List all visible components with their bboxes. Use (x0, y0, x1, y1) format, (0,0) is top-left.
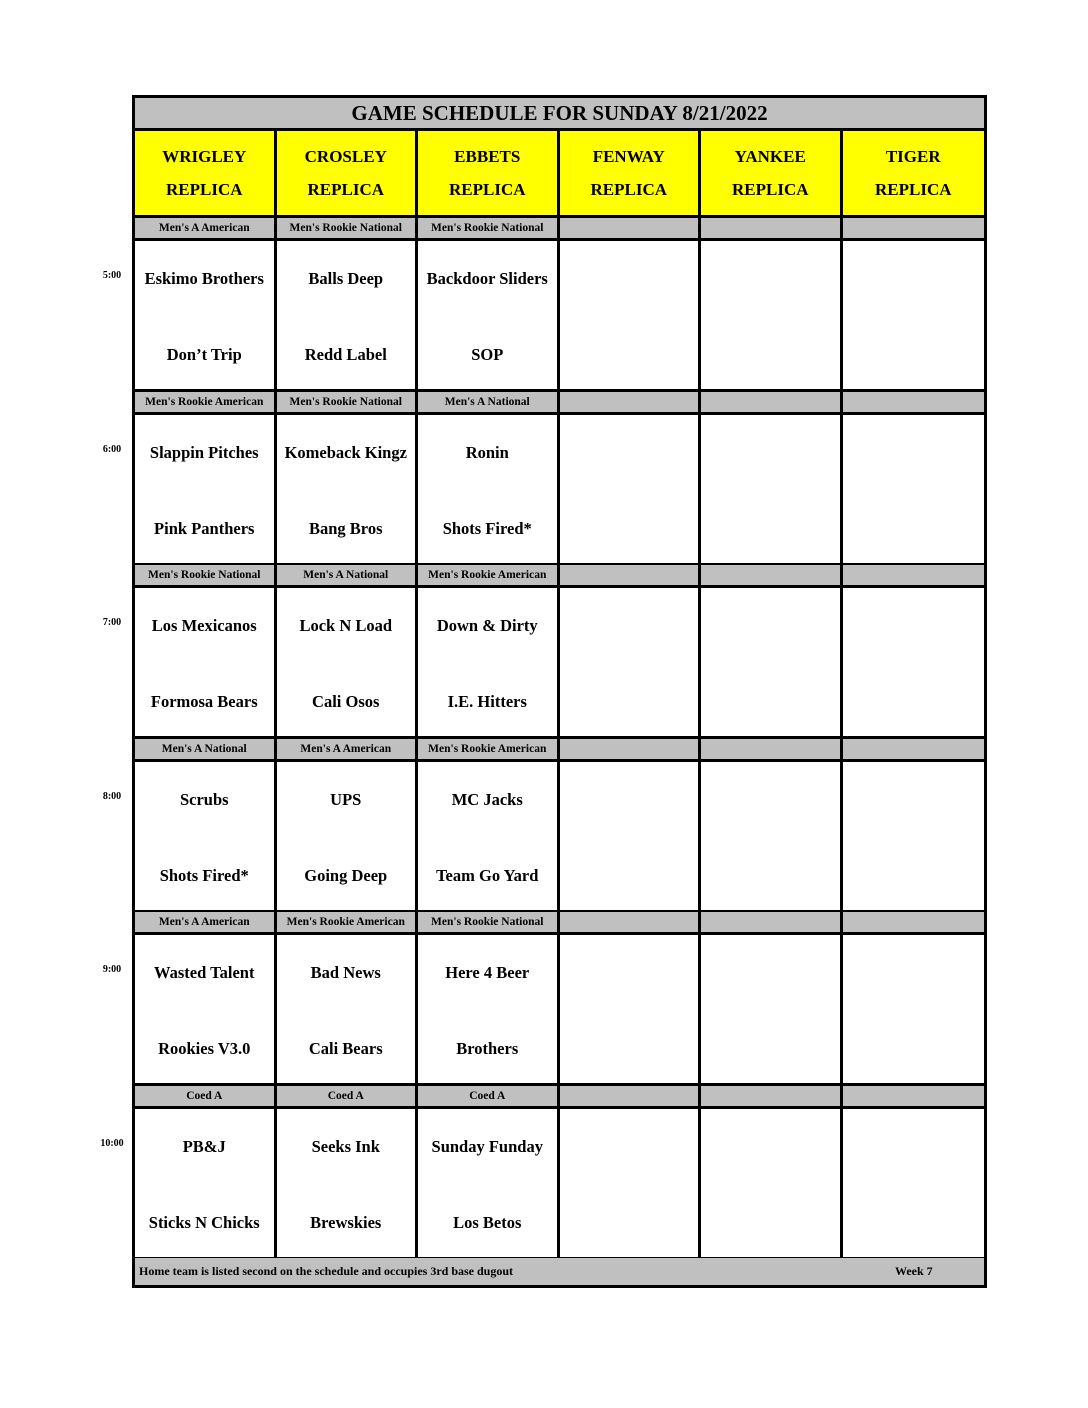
game-cell (701, 762, 843, 910)
home-team: SOP (471, 345, 504, 364)
game-cell (418, 241, 560, 389)
away-team: PB&J (182, 1136, 226, 1156)
home-team: Cali Osos (312, 692, 380, 711)
field-name: FENWAY (592, 147, 665, 166)
division-label (701, 1086, 843, 1106)
game-cell (560, 762, 702, 910)
division-row (135, 739, 984, 762)
field-header (843, 131, 985, 215)
game-cell (418, 415, 560, 563)
field-header (560, 131, 702, 215)
time-label: 8:00 (102, 790, 122, 802)
away-team: Los Mexicanos (151, 616, 257, 635)
game-cell (277, 1109, 419, 1257)
game-cell (701, 935, 843, 1083)
away-team: Sunday Funday (431, 1136, 543, 1156)
division-label: Coed A (277, 1086, 419, 1106)
home-team: Team Go Yard (436, 865, 539, 885)
home-team: Sticks N Chicks (148, 1212, 260, 1232)
game-cell (560, 1109, 702, 1257)
game-cell (843, 588, 985, 736)
home-team: Brewskies (310, 1212, 382, 1232)
division-label: Men's A American (135, 218, 277, 238)
division-label: Men's A National (277, 565, 419, 585)
division-row (135, 565, 984, 588)
division-label (843, 1086, 985, 1106)
division-row (135, 912, 984, 935)
game-cell (135, 588, 277, 736)
division-label (701, 912, 843, 932)
division-label (843, 565, 985, 585)
game-cell (135, 415, 277, 563)
time-slot-block (135, 912, 984, 1086)
division-label: Men's A National (418, 392, 560, 412)
field-subtitle: REPLICA (307, 180, 384, 199)
division-label (560, 1086, 702, 1106)
game-row (135, 415, 984, 566)
game-cell (135, 762, 277, 910)
field-header (277, 131, 419, 215)
game-cell (135, 935, 277, 1083)
away-team: Eskimo Brothers (144, 269, 264, 288)
game-cell (135, 241, 277, 389)
home-team: Formosa Bears (150, 692, 258, 711)
game-cell (843, 762, 985, 910)
division-label (560, 218, 702, 238)
division-row (135, 392, 984, 415)
time-label: 5:00 (102, 270, 122, 281)
division-label: Men's Rookie American (277, 912, 419, 932)
home-team: Los Betos (453, 1212, 522, 1232)
division-label: Men's Rookie National (418, 912, 560, 932)
game-cell (135, 1109, 277, 1257)
game-cell (701, 588, 843, 736)
game-row (135, 762, 984, 913)
away-team: Here 4 Beer (445, 963, 530, 982)
time-label: 10:00 (100, 1137, 124, 1149)
away-team: Scrubs (179, 789, 229, 809)
game-cell (277, 415, 419, 563)
game-cell (560, 935, 702, 1083)
field-header (418, 131, 560, 215)
game-row (135, 935, 984, 1086)
home-team: Redd Label (304, 345, 387, 364)
away-team: Ronin (465, 442, 509, 462)
game-cell (277, 588, 419, 736)
division-label (701, 218, 843, 238)
game-row (135, 241, 984, 392)
game-cell (560, 241, 702, 389)
game-cell (560, 588, 702, 736)
field-subtitle: REPLICA (448, 180, 526, 199)
time-label: 9:00 (102, 964, 122, 975)
schedule-footer (135, 1258, 984, 1285)
game-cell (418, 935, 560, 1083)
time-slot-block (135, 392, 984, 566)
division-label: Men's Rookie National (418, 218, 560, 238)
field-name: TIGER (885, 147, 941, 166)
home-team: Shots Fired* (442, 518, 532, 538)
division-label: Coed A (418, 1086, 560, 1106)
field-header (701, 131, 843, 215)
game-cell (277, 935, 419, 1083)
division-label (843, 912, 985, 932)
away-team: Bad News (310, 963, 381, 982)
away-team: Slappin Pitches (149, 442, 259, 462)
field-name: WRIGLEY (162, 147, 247, 166)
time-slot-block (135, 565, 984, 739)
division-label: Men's A National (135, 739, 277, 759)
division-label (560, 739, 702, 759)
field-subtitle: REPLICA (874, 180, 952, 199)
game-cell (843, 415, 985, 563)
field-name: CROSLEY (304, 147, 387, 166)
game-cell (843, 1109, 985, 1257)
time-slot-block (135, 739, 984, 913)
division-label: Men's A American (277, 739, 419, 759)
home-team: Shots Fired* (159, 865, 249, 885)
division-label: Men's Rookie American (418, 739, 560, 759)
division-label: Men's Rookie American (135, 392, 277, 412)
division-label: Men's A American (135, 912, 277, 932)
division-label: Men's Rookie National (277, 392, 419, 412)
division-label (560, 392, 702, 412)
field-subtitle: REPLICA (590, 180, 667, 199)
away-team: UPS (330, 789, 362, 809)
game-row (135, 1109, 984, 1260)
division-label (701, 392, 843, 412)
game-cell (277, 241, 419, 389)
home-team: Going Deep (304, 865, 388, 885)
game-cell (843, 935, 985, 1083)
division-label (560, 912, 702, 932)
game-cell (701, 241, 843, 389)
field-name: YANKEE (734, 147, 806, 166)
game-cell (418, 762, 560, 910)
division-label (701, 739, 843, 759)
schedule-table (132, 95, 987, 1288)
game-cell (418, 1109, 560, 1257)
home-team: Brothers (456, 1039, 519, 1058)
field-subtitle: REPLICA (165, 180, 243, 199)
field-header (135, 131, 277, 215)
game-row (135, 588, 984, 739)
division-label: Coed A (135, 1086, 277, 1106)
time-slot-block (135, 1086, 984, 1260)
division-label (843, 218, 985, 238)
game-cell (843, 241, 985, 389)
division-label (701, 565, 843, 585)
time-label: 7:00 (102, 617, 122, 628)
division-row (135, 218, 984, 241)
week-label: Week 7 (895, 1264, 933, 1278)
game-cell (701, 1109, 843, 1257)
division-row (135, 1086, 984, 1109)
away-team: MC Jacks (451, 789, 523, 809)
game-cell (277, 762, 419, 910)
game-cell (701, 415, 843, 563)
division-label: Men's Rookie National (135, 565, 277, 585)
home-team: I.E. Hitters (447, 692, 527, 711)
home-team-note: Home team is listed second on the schedule and occupies 3rd base dugout (139, 1264, 514, 1278)
home-team: Rookies V3.0 (158, 1039, 251, 1058)
home-team: Cali Bears (308, 1039, 383, 1058)
division-label (560, 565, 702, 585)
game-cell (418, 588, 560, 736)
schedule-title: GAME SCHEDULE FOR SUNDAY 8/21/2022 (135, 98, 984, 131)
time-label: 6:00 (102, 443, 122, 455)
game-cell (560, 415, 702, 563)
home-team: Bang Bros (308, 518, 383, 538)
home-team: Don’t Trip (166, 345, 242, 364)
field-name: EBBETS (454, 147, 521, 166)
division-label (843, 392, 985, 412)
field-header-row (135, 131, 984, 218)
away-team: Balls Deep (308, 269, 384, 288)
division-label: Men's Rookie National (277, 218, 419, 238)
away-team: Komeback Kingz (284, 442, 407, 462)
time-slot-block (135, 218, 984, 392)
away-team: Down & Dirty (436, 616, 538, 635)
away-team: Seeks Ink (311, 1136, 380, 1156)
away-team: Lock N Load (299, 616, 393, 635)
division-label (843, 739, 985, 759)
away-team: Backdoor Sliders (426, 269, 548, 288)
home-team: Pink Panthers (154, 518, 255, 538)
field-subtitle: REPLICA (731, 180, 809, 199)
away-team: Wasted Talent (154, 963, 255, 982)
division-label: Men's Rookie American (418, 565, 560, 585)
